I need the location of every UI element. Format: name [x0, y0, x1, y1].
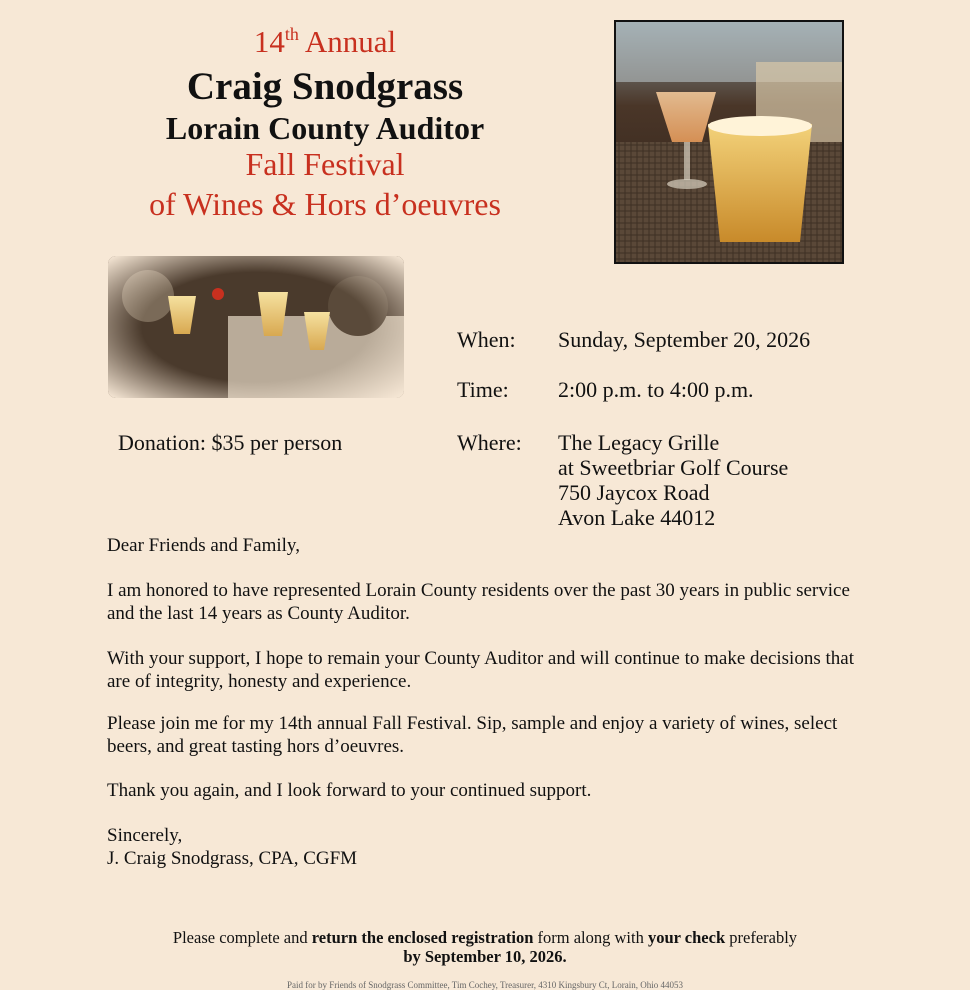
donation-text: Donation: $35 per person: [118, 430, 343, 455]
letter-closing: Sincerely,: [107, 825, 183, 846]
candidate-name: Craig Snodgrass: [186, 65, 464, 108]
footer-text-3: preferably: [725, 928, 798, 947]
edition-heading: [70, 24, 580, 60]
edition-number: 14: [253, 24, 285, 59]
letter-paragraph-4: Thank you again, and I look forward to your continued support.: [107, 780, 592, 801]
footer-text-2: form along with: [533, 928, 648, 947]
paid-for-disclaimer: Paid for by Friends of Snodgrass Committee, Tim Cochey, Treasurer, 4310 Kingsbury Ct, Lorain, Ohio 44053: [286, 980, 684, 990]
city-zip: Avon Lake 44012: [558, 505, 716, 530]
venue-name: The Legacy Grille: [558, 430, 720, 455]
office-title: Lorain County Auditor: [165, 110, 485, 146]
where-label: Where:: [457, 430, 522, 455]
drinks-photo: [614, 20, 844, 264]
letter-paragraph-2: With your support, I hope to remain your County Auditor and will continue to make decisions that are of integrity, honesty and experience.: [107, 648, 854, 692]
letter-closing-block: [107, 825, 867, 870]
event-title-line2: of Wines & Hors d’oeuvres: [149, 186, 501, 222]
event-title-line1: Fall Festival: [245, 146, 405, 182]
time-label: Time:: [457, 377, 509, 402]
letter-paragraph-3: Please join me for my 14th annual Fall Festival. Sip, sample and enjoy a variety of wines, select beers, and great tasting hors d’oeuvres.: [107, 713, 838, 757]
toast-photo: [108, 256, 404, 398]
drinks-photo-illustration: [616, 22, 842, 262]
edition-suffix: th: [284, 24, 299, 44]
edition-word: Annual: [304, 24, 397, 59]
letter-signature: J. Craig Snodgrass, CPA, CGFM: [107, 847, 358, 869]
time-value: 2:00 p.m. to 4:00 p.m.: [558, 377, 754, 402]
toast-photo-illustration: [108, 256, 404, 398]
when-label: When:: [457, 327, 516, 352]
when-value: Sunday, September 20, 2026: [558, 327, 811, 352]
footer-deadline: by September 10, 2026.: [403, 947, 567, 966]
where-address: [558, 430, 788, 530]
registration-note: [60, 928, 910, 966]
letter-greeting: Dear Friends and Family,: [107, 535, 300, 556]
footer-text-1: Please complete and: [172, 928, 312, 947]
street-address: 750 Jaycox Road: [558, 480, 710, 505]
venue-location: at Sweetbriar Golf Course: [558, 455, 789, 480]
footer-bold-1: return the enclosed registration: [311, 928, 534, 947]
footer-bold-2: your check: [647, 928, 726, 947]
letter-paragraph-1: I am honored to have represented Lorain County residents over the past 30 years in public service and the last 14 years as County Auditor.: [107, 580, 850, 624]
